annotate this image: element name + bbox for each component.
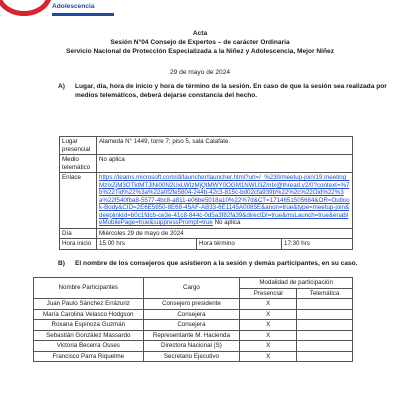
lugar-label: Lugar presencial: [60, 137, 97, 155]
session-title: Sesión N°04 Consejo de Expertos – de carácter Ordinaria: [110, 39, 290, 46]
participant-role: Representante M. Hacienda: [143, 330, 240, 341]
session-details-table: [59, 136, 353, 250]
table-row: [34, 299, 353, 310]
hora-termino-label: Hora término: [197, 239, 282, 250]
participant-role: Secretario Ejecutivo: [143, 351, 240, 362]
participant-role: Directora Nacional (S): [143, 341, 240, 352]
participant-telematica: [297, 299, 353, 310]
logo-emblem: [0, 0, 52, 16]
participant-presencial: X: [240, 320, 297, 331]
dia-value: Miércoles 29 de mayo de 2024: [97, 228, 353, 239]
table-row: [34, 341, 353, 352]
hora-inicio-value: 15.00 hrs: [97, 239, 197, 250]
table-row: [34, 330, 353, 341]
participant-presencial: X: [240, 299, 297, 310]
table-row: [34, 320, 353, 331]
table-row: [34, 309, 353, 320]
document-title: Acta: [192, 30, 208, 37]
header-cargo: Cargo: [143, 278, 240, 299]
section-a-text: Lugar, día, hora de inicio y hora de término de la sesión. En caso de que la sesión sea realizada por medios telemáticos, deberá dejarse constancia del hecho.: [75, 83, 387, 99]
section-b-label: B): [58, 260, 65, 267]
participant-name: Juan Paulo Sánchez Errázuriz: [34, 299, 144, 310]
service-title: Servicio Nacional de Protección Especializada a la Niñez y Adolescencia, Mejor Niñez: [66, 48, 334, 55]
lugar-value: Alameda N° 1449, torre 7; piso 5, sala Calafate.: [97, 137, 353, 155]
participant-role: Consejera: [143, 309, 240, 320]
header-nombre: Nombre Participantes: [34, 278, 144, 299]
participant-name: Victoria Becerra Osses: [34, 341, 144, 352]
participant-presencial: X: [240, 309, 297, 320]
section-b-text: El nombre de los consejeros que asistieron a la sesión y demás participantes, en su caso.: [75, 260, 358, 267]
logo-bar: [52, 13, 114, 16]
header-modalidad: Modalidad de participación: [240, 278, 353, 289]
enlace-label: Enlace: [60, 173, 97, 229]
participant-presencial: X: [240, 330, 297, 341]
participant-name: María Carolina Velasco Hodgson: [34, 309, 144, 320]
participant-telematica: [297, 309, 353, 320]
table-row: [60, 173, 353, 229]
enlace-value: [97, 173, 353, 229]
participant-telematica: [297, 320, 353, 331]
participant-role: Consejero presidente: [143, 299, 240, 310]
section-a-label: A): [58, 83, 65, 90]
table-row: [60, 155, 353, 173]
table-row: [60, 228, 353, 239]
table-header-row: [34, 278, 353, 289]
header-presencial: Presencial: [240, 288, 297, 299]
medio-label: Medio telemático: [60, 155, 97, 173]
header-telematica: Telemática: [297, 288, 353, 299]
hora-inicio-label: Hora inicio: [60, 239, 97, 250]
participant-telematica: [297, 341, 353, 352]
participant-telematica: [297, 330, 353, 341]
participants-table: [33, 277, 353, 362]
institution-logo: [0, 0, 120, 22]
participant-name: Roxana Espinoza Guzmán: [34, 320, 144, 331]
table-row: [34, 351, 353, 362]
participant-role: Consejera: [143, 320, 240, 331]
participant-name: Francisco Parra Riquelme: [34, 351, 144, 362]
table-row: [60, 137, 353, 155]
dia-label: Día: [60, 228, 97, 239]
participant-telematica: [297, 351, 353, 362]
participant-presencial: X: [240, 341, 297, 352]
table-row: [60, 239, 353, 250]
participant-presencial: X: [240, 351, 297, 362]
hora-termino-value: 17:30 hrs: [282, 239, 353, 250]
document-date: 29 de mayo de 2024: [169, 69, 231, 76]
enlace-suffix: No aplica: [214, 219, 241, 226]
medio-value: No aplica: [97, 155, 353, 173]
participant-name: Sebastián González Massardo: [34, 330, 144, 341]
teams-meeting-link[interactable]: https://teams.microsoft.com/dl/launcher/launcher.html?url=/_%23/l/meetup-join/19:meeting_MzIxZjM3OTktMTJlNi00N2UxLWIzMjQtMWY0OGM1NWU3ZmIx@thread.v2/0?context=%7b%22Tid%22%3a%22a0f2fe5804-244b-42c3-815c-bd02cfa939b%22%2c%22Oid%22%3a%22f540fba8-5577-4bc8-a811-e06be5018a10%22%7d&CT=1714651505684&OR=Outlook-Body&CID=2E6E5850-8E68-45AF-AB33-6E1145A0085E&anon=true&type=meetup-join&deeplinkId=b0c1fdcb-ce3e-41c8-844c-0d5a3f82fa39&directDI=true&msLaunch=true&enableMobilePage=true&suppressPrompt=true: [99, 174, 350, 226]
logo-text: Adolescencia: [52, 3, 95, 10]
